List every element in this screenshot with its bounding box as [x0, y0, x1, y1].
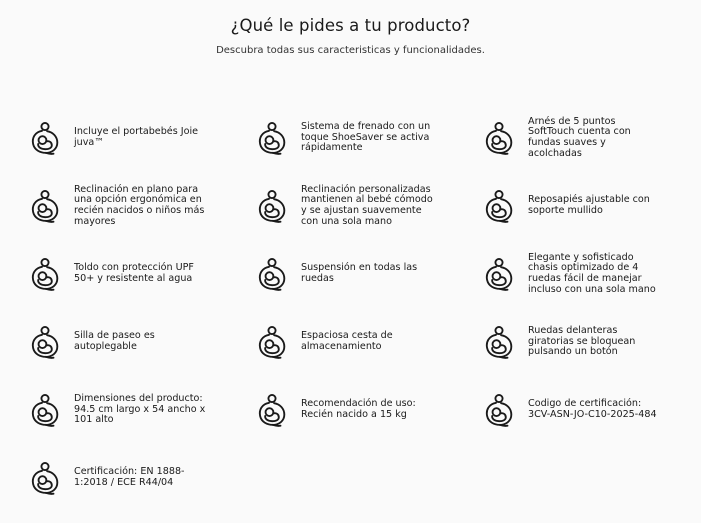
- mother-baby-icon: [482, 121, 516, 155]
- mother-baby-icon: [482, 257, 516, 291]
- page-subtitle: Descubra todas sus caracteristicas y funcionalidades.: [216, 45, 485, 56]
- mother-baby-icon: [255, 325, 289, 359]
- feature-item-8: [255, 240, 482, 308]
- feature-text: Incluye el portabebés Joie juva™: [74, 126, 199, 148]
- feature-grid: [28, 104, 682, 512]
- feature-text: Silla de paseo es autoplegable: [74, 330, 155, 352]
- feature-text: Reclinación personalizadas mantienen al bebé cómodo y se ajustan suavemente con una sola mano: [301, 183, 433, 227]
- feature-item-2: [255, 104, 482, 172]
- feature-text: Dimensiones del producto: 94.5 cm largo x 54 ancho x 101 alto: [74, 393, 206, 426]
- mother-baby-icon: [28, 257, 62, 291]
- feature-item-15: [482, 376, 682, 444]
- mother-baby-icon: [482, 393, 516, 427]
- mother-baby-icon: [255, 189, 289, 223]
- feature-item-11: [255, 308, 482, 376]
- mother-baby-icon: [255, 257, 289, 291]
- mother-baby-icon: [482, 189, 516, 223]
- mother-baby-icon: [28, 325, 62, 359]
- mother-baby-icon: [255, 393, 289, 427]
- feature-item-5: [255, 172, 482, 240]
- feature-item-16: [28, 444, 255, 512]
- mother-baby-icon: [28, 461, 62, 495]
- feature-item-1: [28, 104, 255, 172]
- feature-text: Suspensión en todas las ruedas: [301, 262, 418, 284]
- feature-text: Reposapiés ajustable con soporte mullido: [528, 194, 650, 216]
- feature-item-10: [28, 308, 255, 376]
- feature-text: Ruedas delanteras giratorias se bloquean pulsando un botón: [528, 325, 636, 358]
- mother-baby-icon: [28, 393, 62, 427]
- feature-text: Reclinación en plano para una opción ergonómica en recién nacidos o niños más mayores: [74, 183, 205, 227]
- feature-text: Codigo de certificación: 3CV-ASN-JO-C10-2025-484: [528, 398, 657, 420]
- feature-text: Recomendación de uso: Recién nacido a 15 kg: [301, 398, 416, 420]
- feature-item-7: [28, 240, 255, 308]
- feature-text: Sistema de frenado con un toque ShoeSaver se activa rápidamente: [301, 121, 431, 154]
- feature-item-13: [28, 376, 255, 444]
- mother-baby-icon: [482, 325, 516, 359]
- feature-item-4: [28, 172, 255, 240]
- feature-text: Elegante y sofisticado chasis optimizado de 4 ruedas fácil de manejar incluso con una sola mano: [528, 251, 656, 295]
- mother-baby-icon: [28, 189, 62, 223]
- page-title: ¿Qué le pides a tu producto?: [230, 16, 471, 35]
- feature-item-14: [255, 376, 482, 444]
- feature-item-12: [482, 308, 682, 376]
- mother-baby-icon: [28, 121, 62, 155]
- feature-text: Arnés de 5 puntos SoftTouch cuenta con fundas suaves y acolchadas: [528, 115, 631, 159]
- feature-text: Toldo con protección UPF 50+ y resistente al agua: [74, 262, 194, 284]
- feature-text: Espaciosa cesta de almacenamiento: [301, 330, 393, 352]
- mother-baby-icon: [255, 121, 289, 155]
- feature-item-6: [482, 172, 682, 240]
- feature-text: Certificación: EN 1888-1:2018 / ECE R44/04: [74, 466, 185, 488]
- feature-item-9: [482, 240, 682, 308]
- feature-item-3: [482, 104, 682, 172]
